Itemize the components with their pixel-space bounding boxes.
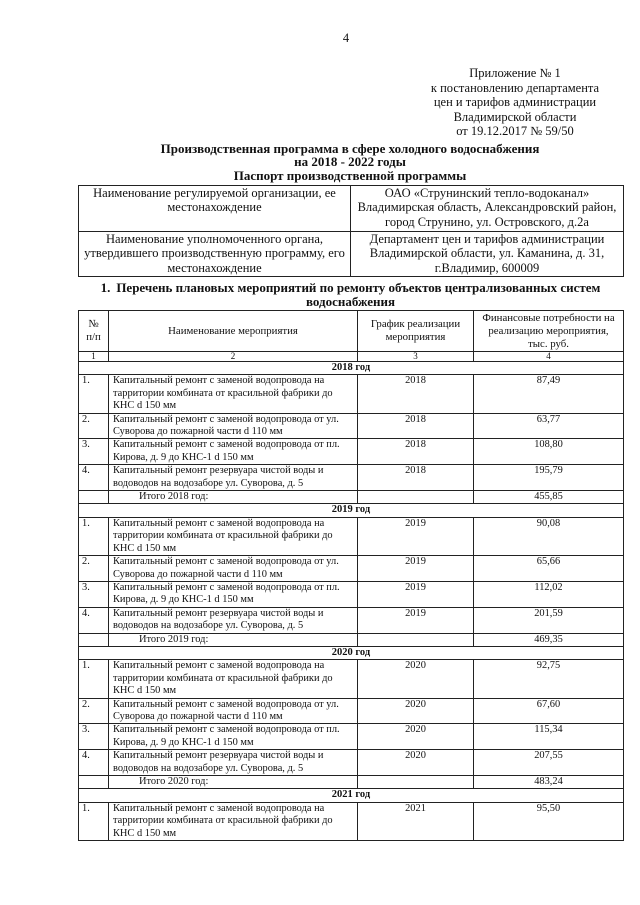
row-schedule: 2021 [358, 802, 474, 840]
row-number: 1. [79, 517, 109, 555]
passport-value: Департамент цен и тарифов администрации Владимирской области, ул. Каманина, д. 31, г.Владимир, 600009 [351, 232, 624, 277]
row-schedule: 2020 [358, 750, 474, 776]
total-row [79, 633, 624, 646]
year-label: 2020 год [79, 646, 624, 659]
row-name: Капитальный ремонт с заменой водопровода на тарритории комбината от красильной фабрики до КНС d 150 мм [109, 517, 358, 555]
row-amount: 92,75 [474, 660, 624, 698]
total-row [79, 491, 624, 504]
row-amount: 112,02 [474, 581, 624, 607]
header-schedule: График реализации мероприятия [358, 311, 474, 352]
row-amount: 90,08 [474, 517, 624, 555]
section-title-text: Перечень плановых мероприятий по ремонту объектов централизованных систем водоснабжения [116, 280, 601, 309]
row-number: 4. [79, 607, 109, 633]
row-amount: 65,66 [474, 556, 624, 582]
total-empty [79, 633, 109, 646]
total-empty [358, 776, 474, 789]
table-header-row [79, 311, 624, 352]
header-amount: Финансовые потребности на реализацию мероприятия, тыс. руб. [474, 311, 624, 352]
row-schedule: 2019 [358, 556, 474, 582]
row-name: Капитальный ремонт с заменой водопровода от пл. Кирова, д. 9 до КНС-1 d 150 мм [109, 581, 358, 607]
year-label: 2018 год [79, 362, 624, 375]
column-number: 1 [79, 352, 109, 362]
row-schedule: 2018 [358, 413, 474, 439]
row-number: 2. [79, 556, 109, 582]
header-number: № п/п [79, 311, 109, 352]
row-amount: 87,49 [474, 375, 624, 413]
passport-row [79, 232, 624, 277]
year-header-row [79, 646, 624, 659]
row-amount: 207,55 [474, 750, 624, 776]
appendix-line: Владимирской области [453, 109, 577, 124]
row-name: Капитальный ремонт с заменой водопровода от ул. Суворова до пожарной части d 110 мм [109, 556, 358, 582]
section-number: 1. [100, 280, 111, 295]
appendix-line: цен и тарифов администрации [433, 95, 597, 110]
row-number: 2. [79, 413, 109, 439]
row-name: Капитальный ремонт с заменой водопровода от ул. Суворова до пожарной части d 110 мм [109, 698, 358, 724]
appendix-line: Приложение № 1 [469, 66, 561, 80]
row-name: Капитальный ремонт с заменой водопровода от пл. Кирова, д. 9 до КНС-1 d 150 мм [109, 439, 358, 465]
row-schedule: 2019 [358, 581, 474, 607]
row-schedule: 2020 [358, 660, 474, 698]
page-number: 4 [342, 31, 350, 45]
title-line-3: Паспорт производственной программы [233, 167, 467, 183]
row-name: Капитальный ремонт с заменой водопровода от пл. Кирова, д. 9 до КНС-1 d 150 мм [109, 724, 358, 750]
row-name: Капитальный ремонт резервуара чистой воды и водоводов на водозаборе ул. Суворова, д. 5 [109, 607, 358, 633]
total-empty [79, 776, 109, 789]
row-schedule: 2020 [358, 724, 474, 750]
row-name: Капитальный ремонт с заменой водопровода на тарритории комбината от красильной фабрики до КНС d 150 мм [109, 375, 358, 413]
row-name: Капитальный ремонт с заменой водопровода на тарритории комбината от красильной фабрики до КНС d 150 мм [109, 802, 358, 840]
total-label: Итого 2019 год: [109, 633, 358, 646]
row-number: 1. [79, 375, 109, 413]
table-row [79, 660, 624, 698]
year-header-row [79, 789, 624, 802]
year-label: 2021 год [79, 789, 624, 802]
table-row [79, 375, 624, 413]
row-schedule: 2018 [358, 375, 474, 413]
section-title [78, 281, 623, 309]
table-row [79, 465, 624, 491]
plan-table [78, 310, 624, 841]
row-number: 1. [79, 802, 109, 840]
row-name: Капитальный ремонт резервуара чистой воды и водоводов на водозаборе ул. Суворова, д. 5 [109, 750, 358, 776]
column-number: 2 [109, 352, 358, 362]
total-empty [358, 633, 474, 646]
row-amount: 108,80 [474, 439, 624, 465]
table-row [79, 517, 624, 555]
table-row [79, 581, 624, 607]
column-number: 3 [358, 352, 474, 362]
row-schedule: 2018 [358, 465, 474, 491]
table-row [79, 413, 624, 439]
row-schedule: 2019 [358, 607, 474, 633]
column-numbers-row [79, 352, 624, 362]
row-number: 3. [79, 439, 109, 465]
year-label: 2019 год [79, 504, 624, 517]
table-row [79, 439, 624, 465]
row-schedule: 2018 [358, 439, 474, 465]
passport-table [78, 185, 624, 277]
row-number: 2. [79, 698, 109, 724]
row-amount: 195,79 [474, 465, 624, 491]
passport-label: Наименование регулируемой организации, ее местонахождение [79, 186, 351, 232]
appendix-block [395, 66, 635, 139]
table-row [79, 750, 624, 776]
row-name: Капитальный ремонт резервуара чистой воды и водоводов на водозаборе ул. Суворова, д. 5 [109, 465, 358, 491]
appendix-line: от 19.12.2017 № 59/50 [456, 124, 574, 139]
row-name: Капитальный ремонт с заменой водопровода на тарритории комбината от красильной фабрики до КНС d 150 мм [109, 660, 358, 698]
total-label: Итого 2020 год: [109, 776, 358, 789]
header-name: Наименование мероприятия [109, 311, 358, 352]
table-row [79, 698, 624, 724]
row-number: 3. [79, 581, 109, 607]
passport-row [79, 186, 624, 232]
table-row [79, 724, 624, 750]
column-number: 4 [474, 352, 624, 362]
total-row [79, 776, 624, 789]
total-empty [358, 491, 474, 504]
row-amount: 67,60 [474, 698, 624, 724]
row-number: 3. [79, 724, 109, 750]
total-amount: 455,85 [474, 491, 624, 504]
row-name: Капитальный ремонт с заменой водопровода от ул. Суворова до пожарной части d 110 мм [109, 413, 358, 439]
year-header-row [79, 362, 624, 375]
row-amount: 201,59 [474, 607, 624, 633]
row-schedule: 2020 [358, 698, 474, 724]
total-label: Итого 2018 год: [109, 491, 358, 504]
title-line-1: Производственная программа в сфере холодного водоснабжения [160, 141, 540, 156]
row-schedule: 2019 [358, 517, 474, 555]
document-title [80, 142, 620, 182]
title-line-2: на 2018 - 2022 годы [294, 154, 406, 170]
table-row [79, 556, 624, 582]
row-number: 4. [79, 465, 109, 491]
row-amount: 115,34 [474, 724, 624, 750]
appendix-line: к постановлению департамента [430, 80, 600, 95]
year-header-row [79, 504, 624, 517]
table-row [79, 802, 624, 840]
total-amount: 469,35 [474, 633, 624, 646]
row-number: 4. [79, 750, 109, 776]
passport-value: ОАО «Струнинский тепло-водоканал» Владимирская область, Александровский район, город Струнино, ул. Островского, д.2а [351, 186, 624, 232]
passport-label: Наименование уполномоченного органа, утвердившего производственную программу, его местонахождение [79, 232, 351, 277]
row-number: 1. [79, 660, 109, 698]
row-amount: 63,77 [474, 413, 624, 439]
total-empty [79, 491, 109, 504]
row-amount: 95,50 [474, 802, 624, 840]
total-amount: 483,24 [474, 776, 624, 789]
table-row [79, 607, 624, 633]
